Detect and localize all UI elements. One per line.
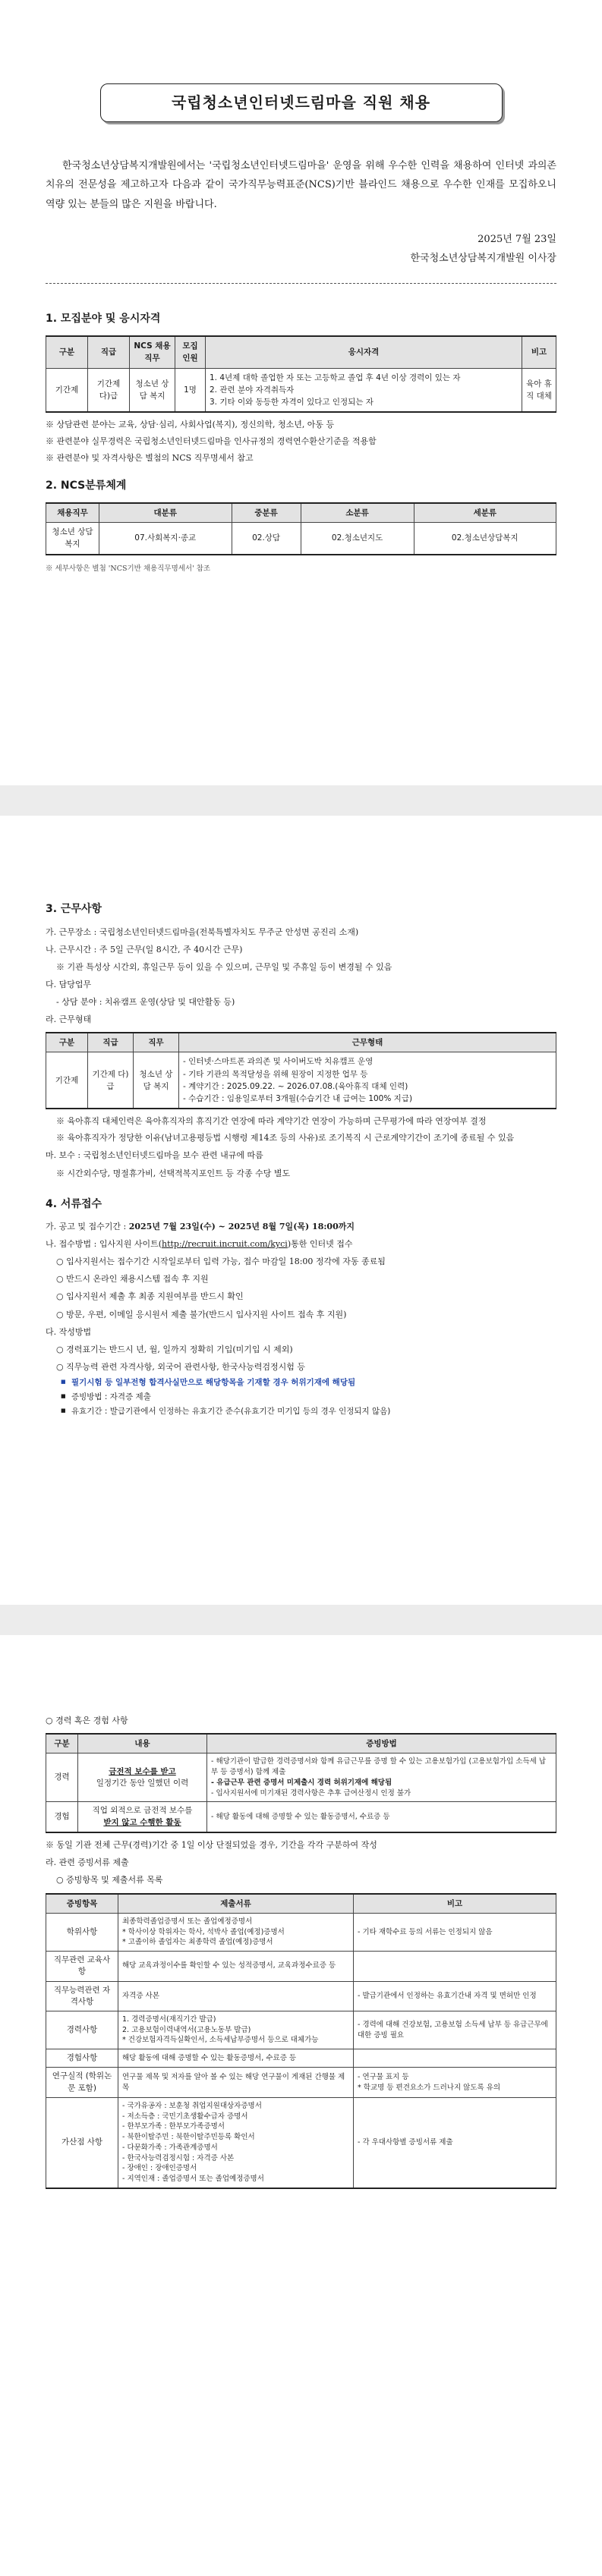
page-3 (0, 1635, 602, 2576)
table-cell (78, 1802, 207, 1832)
documents-table (46, 1893, 556, 2190)
dashed-divider (46, 283, 556, 284)
page-gap (0, 1605, 602, 1635)
method-item: ○ 방문, 우편, 이메일 응시원서 제출 불가(반드시 입사지원 사이트 접속 후 지원) (56, 1309, 347, 1319)
work-detail: - 인터넷·스마트폰 과의존 및 사이버도박 치유캠프 운영 (183, 1057, 373, 1067)
experience-label: ○ 경력 혹은 경험 사항 (46, 1716, 128, 1725)
table-header: 대분류 (99, 503, 232, 523)
method-item: ○ 입사지원서는 접수기간 시작일로부터 입력 가능, 접수 마감일 18:00 정각에 자동 종료됨 (56, 1257, 386, 1267)
method-suffix: )통한 인터넷 접수 (287, 1239, 353, 1250)
table-header-row (46, 1033, 556, 1052)
qualification-item: 3. 기타 이와 동등한 자격이 있다고 인정되는 자 (210, 398, 373, 407)
table-cell: 02.상담 (232, 523, 301, 555)
table-cell (118, 2068, 354, 2097)
note-item: ※ 관련분야 실무경력은 국립청소년인터넷드림마을 인사규정의 경력연수환산기준을 적용함 (46, 436, 377, 447)
table-row (46, 1754, 556, 1802)
document-item: * 건강보험자격득실확인서, 소득세납부증명서 등으로 대체가능 (122, 2036, 319, 2045)
table-header: 구분 (46, 1734, 78, 1754)
table-row (46, 2049, 556, 2068)
table-header: 직급 (88, 336, 130, 368)
section-heading: 1. 모집분야 및 응시자격 (46, 313, 161, 326)
period-value: 2025년 7월 23일(수) ~ 2025년 8월 7일(목) 18:00까지 (128, 1222, 355, 1232)
table-row (46, 1981, 556, 2011)
table-cell: 직무관련 교육사항 (46, 1952, 118, 1981)
note-item: ※ 관련분야 및 자격사항은 별첨의 NCS 직무명세서 참고 (46, 452, 254, 463)
table-cell: 07.사회복지·종교 (99, 523, 232, 555)
document-item: - 다문화가족 : 가족관계증명서 (122, 2143, 218, 2152)
writing-item: ○ 경력표기는 반드시 년, 월, 일까지 정확히 기입(미기입 시 제외) (56, 1344, 293, 1354)
table-header: 증빙방법 (207, 1734, 556, 1754)
table-header-row (46, 503, 556, 523)
section-heading: 4. 서류접수 (46, 1197, 102, 1210)
table-header-row (46, 1734, 556, 1754)
proof-item: - 유급근무 관련 증명서 미제출시 경력 허위기재에 해당됨 (211, 1778, 392, 1787)
proof-item: - 해당기관이 발급한 경력증명서와 함께 유급근무를 증명 할 수 있는 고용보험가입 (고용보험가입 소득세 납부 등 증명서) 함께 제출 (211, 1757, 547, 1777)
table-cell (118, 2097, 354, 2188)
table-cell: - 경력에 대해 건강보험, 고용보험 소득세 납부 등 유급근무에 대한 증빙 필요 (354, 2011, 556, 2049)
document-item: 1. 경력증명서(재직기간 발급) (122, 2015, 216, 2024)
table-cell: 경험사항 (46, 2049, 118, 2068)
table-cell: 경험 (46, 1802, 78, 1832)
content-line: 직업 외적으로 금전적 보수를 (92, 1806, 193, 1816)
documents-item: ○ 증빙항목 및 제출서류 목록 (56, 1875, 163, 1886)
table-cell: 학위사항 (46, 1913, 118, 1951)
table-row (46, 2068, 556, 2097)
table-header: 직급 (88, 1033, 134, 1052)
table-cell: 1명 (175, 368, 206, 412)
work-hours: 나. 근무시간 : 주 5일 근무(일 8시간, 주 40시간 근무) (46, 944, 243, 955)
application-period (46, 1220, 556, 1233)
table-cell: 청소년 상담 복지 (46, 523, 99, 555)
document-item: 연구물 제목 및 저자를 알아 볼 수 있는 해당 연구물이 게재된 간행물 제목 (122, 2072, 345, 2092)
method-item: ○ 반드시 온라인 채용시스템 접속 후 지원 (56, 1274, 209, 1285)
note-item: ※ 동일 기관 전체 근무(경력)기간 중 1일 이상 단절되었을 경우, 기간을 각각 구분하여 작성 (46, 1839, 377, 1850)
table-cell (118, 1952, 354, 1981)
table-cell: 경력 (46, 1754, 78, 1802)
table-cell: 경력사항 (46, 2011, 118, 2049)
table-cell: 직무능력관련 자격사항 (46, 1981, 118, 2011)
work-detail-cell (179, 1052, 556, 1109)
table-header: 구분 (46, 1033, 88, 1052)
document-item: 최종학력졸업증명서 또는 졸업예정증명서 (122, 1917, 253, 1926)
document-item: 2. 고용보험이력내역서(고용노동부 발급) (122, 2025, 251, 2034)
table-cell: - 연구물 표지 등 * 학교명 등 편견요소가 드러나지 않도록 유의 (354, 2068, 556, 2097)
period-label: 가. 공고 및 접수기간 : (46, 1222, 129, 1232)
table-cell (118, 2011, 354, 2049)
document-item: - 북한이탈주민 : 북한이탈주민등록 확인서 (122, 2133, 255, 2142)
table-cell: 육아 휴직 대체 (522, 368, 556, 412)
section-heading: 2. NCS분류체계 (46, 480, 127, 492)
document-item: - 한국사능력검정시험 : 자격증 사본 (122, 2153, 235, 2162)
table-header: 내용 (78, 1734, 207, 1754)
table-cell: - 발급기관에서 인정하는 유효기간내 자격 및 면허만 인정 (354, 1981, 556, 2011)
qualification-item: 1. 4년제 대학 졸업한 자 또는 고등학교 졸업 후 4년 이상 경력이 있는 자 (210, 373, 461, 382)
documents-label: 라. 관련 증빙서류 제출 (46, 1857, 129, 1868)
writing-item: ○ 직무능력 관련 자격사항, 외국어 관련사항, 한국사능력검정시험 등 (56, 1361, 305, 1372)
table-cell: 기간제 (46, 1052, 88, 1109)
table-row (46, 1052, 556, 1109)
table-header: NCS 채용직무 (130, 336, 175, 368)
document-item: 해당 교육과정이수를 확인할 수 있는 성적증명서, 교육과정수료증 등 (122, 1961, 336, 1971)
table-cell (207, 1754, 556, 1802)
table-header: 비고 (522, 336, 556, 368)
recruit-table (46, 335, 556, 413)
salary: 마. 보수 : 국립청소년인터넷드림마을 보수 관련 내규에 따름 (46, 1150, 263, 1161)
table-header: 증빙항목 (46, 1894, 118, 1914)
table-header: 비고 (354, 1894, 556, 1914)
document-item: * 고졸이하 졸업자는 최종학력 졸업(예정)증명서 (122, 1938, 273, 1947)
table-header: 구분 (46, 336, 88, 368)
duties-label: 다. 담당업무 (46, 979, 92, 989)
table-cell: - 기타 재학수료 등의 서류는 인정되지 않음 (354, 1913, 556, 1951)
table-header: 응시자격 (206, 336, 522, 368)
table-cell (118, 1913, 354, 1951)
table-row (46, 1952, 556, 1981)
method-label: 나. 접수방법 : 입사지원 사이트( (46, 1239, 162, 1250)
table-header: 모집 인원 (175, 336, 206, 368)
table-cell: 02.청소년지도 (301, 523, 414, 555)
table-cell (207, 1802, 556, 1832)
bullet-list (46, 1376, 556, 1418)
table-cell (78, 1754, 207, 1802)
documents-body (46, 1913, 556, 2188)
table-header: 채용직무 (46, 503, 99, 523)
list-item: ■ 유효기간 : 발급기관에서 인정하는 유효기간 준수(유효기간 미기입 등의 경우 인정되지 않음) (46, 1405, 556, 1417)
table-header: 직무 (134, 1033, 179, 1052)
document-item: - 장애인 : 장애인증명서 (122, 2164, 197, 2173)
recruit-site-link[interactable]: http://recruit.incruit.com/kyci (162, 1239, 288, 1250)
content-line: 받지 않고 수행한 활동 (103, 1817, 181, 1827)
table-row (46, 2097, 556, 2188)
work-detail: - 기타 기관의 목적달성을 위해 원장이 지정한 업무 등 (183, 1069, 368, 1079)
announcement-date: 2025년 7월 23일 (478, 234, 556, 246)
table-cell (118, 2049, 354, 2068)
page-title: 국립청소년인터넷드림마을 직원 채용 (100, 83, 503, 122)
content-line: 금전적 보수를 받고 (109, 1766, 176, 1776)
qualification-item: 2. 관련 분야 자격취득자 (210, 385, 295, 395)
intro-paragraph: 한국청소년상담복지개발원에서는 '국립청소년인터넷드림마을' 운영을 위해 우수한 인력을 채용하여 인터넷 과의존 치유의 전문성을 제고하고자 다음과 같이 국가직무능력표준(NCS)기반 블라인드 채용으로 우수한 인재를 모집하오니 역량 있는 분들의 많은 지원을 바랍니다. (46, 160, 556, 210)
page-2 (0, 816, 602, 1605)
qualification-cell (206, 368, 522, 412)
document-item: 해당 활동에 대해 증명할 수 있는 활동증명서, 수료증 등 (122, 2053, 297, 2062)
table-cell (354, 2049, 556, 2068)
notes (46, 1115, 556, 1144)
table-row (46, 1913, 556, 1951)
table-cell: - 각 우대사항별 증빙서류 제출 (354, 2097, 556, 2188)
ncs-table (46, 502, 556, 555)
note-item: ※ 육아휴직자가 정당한 이유(남녀고용평등법 시행령 제14조 등의 사유)로 조기복직 시 근로계약기간이 조기에 종료될 수 있음 (56, 1132, 515, 1143)
note-item: ※ 시간외수당, 명절휴가비, 선택적복지포인트 등 각종 수당 별도 (56, 1168, 291, 1178)
document-item: - 저소득층 : 국민기초생활수급자 증명서 (122, 2112, 248, 2121)
table-row (46, 523, 556, 555)
table-header-row (46, 1894, 556, 1914)
table-cell: 기간제 다)급 (88, 368, 130, 412)
work-type-label: 라. 근무형태 (46, 1014, 92, 1024)
table-cell: 연구실적 (학위논문 포함) (46, 2068, 118, 2097)
work-place: 가. 근무장소 : 국립청소년인터넷드림마을(전북특별자치도 무주군 안성면 공진리 소재) (46, 926, 359, 937)
work-detail: - 계약기간 : 2025.09.22. ~ 2026.07.08.(육아휴직 대체 인력) (183, 1081, 408, 1091)
table-row (46, 1802, 556, 1832)
document-item: - 국가유공자 : 보훈청 취업지원대상자증명서 (122, 2101, 262, 2110)
writing-method-label: 다. 작성방법 (46, 1326, 92, 1337)
table-header: 중분류 (232, 503, 301, 523)
page-gap (0, 785, 602, 816)
work-type-table (46, 1032, 556, 1109)
proof-item: - 해당 활동에 대해 증명할 수 있는 활동증명서, 수료증 등 (211, 1812, 390, 1821)
section-heading: 3. 근무사항 (46, 903, 102, 915)
table-row (46, 2011, 556, 2049)
note-item: ※ 육아휴직 대체인력은 육아휴직자의 휴직기간 연장에 따라 계약기간 연장이 가능하며 근무평가에 따라 연장여부 결정 (56, 1116, 487, 1127)
document-item: - 지역인재 : 졸업증명서 또는 졸업예정증명서 (122, 2175, 264, 2184)
table-header: 근무형태 (179, 1033, 556, 1052)
table-cell (354, 1952, 556, 1981)
note-item: ※ 상담관련 분야는 교육, 상담·심리, 사회사업(복지), 정신의학, 청소년, 아동 등 (46, 420, 335, 430)
list-item: ■ 필기시험 등 일부전형 합격사실만으로 해당항목을 기재할 경우 허위기재에 해당됨 (46, 1376, 556, 1389)
proof-item: - 입사지원서에 미기재된 경력사항은 추후 급여산정시 인정 불가 (211, 1788, 411, 1798)
note-item: ※ 세부사항은 별첨 'NCS기반 채용직무명세서' 참조 (46, 564, 211, 573)
note-item: ※ 기관 특성상 시간외, 휴일근무 등이 있을 수 있으며, 근무일 및 주휴일 등이 변경될 수 있음 (56, 961, 392, 972)
document-item: * 학사이상 학위자는 학사, 석박사 졸업(예정)증명서 (122, 1927, 285, 1936)
method-item: ○ 입사지원서 제출 후 최종 지원여부를 반드시 확인 (56, 1291, 244, 1302)
list-item: ■ 증빙방법 : 자격증 제출 (46, 1391, 556, 1403)
notes (46, 418, 556, 464)
table-cell (118, 1981, 354, 2011)
document-item: - 한부모가족 : 한부모가족증명서 (122, 2122, 225, 2131)
table-header: 제출서류 (118, 1894, 354, 1914)
table-header: 소분류 (301, 503, 414, 523)
table-cell: 02.청소년상담복지 (414, 523, 556, 555)
table-header: 세분류 (414, 503, 556, 523)
work-detail: - 수습기간 : 임용일로부터 3개월(수습기간 내 급여는 100% 지급) (183, 1094, 413, 1104)
table-cell: 기간제 (46, 368, 88, 412)
organization-name: 한국청소년상담복지개발원 이사장 (410, 252, 556, 264)
table-header-row (46, 336, 556, 368)
document-item: 자격증 사본 (122, 1991, 159, 2000)
table-cell: 기간제 다)급 (88, 1052, 134, 1109)
table-row (46, 368, 556, 412)
table-cell: 청소년 상담 복지 (130, 368, 175, 412)
page-1 (0, 0, 602, 785)
table-cell: 청소년 상담 복지 (134, 1052, 179, 1109)
experience-table (46, 1733, 556, 1833)
duty-item: - 상담 분야 : 치유캠프 운영(상담 및 대안활동 등) (56, 996, 235, 1007)
application-method (46, 1238, 556, 1250)
content-line: 일정기간 동안 일했던 이력 (96, 1778, 189, 1788)
date-block (46, 231, 556, 268)
table-cell: 가산점 사항 (46, 2097, 118, 2188)
